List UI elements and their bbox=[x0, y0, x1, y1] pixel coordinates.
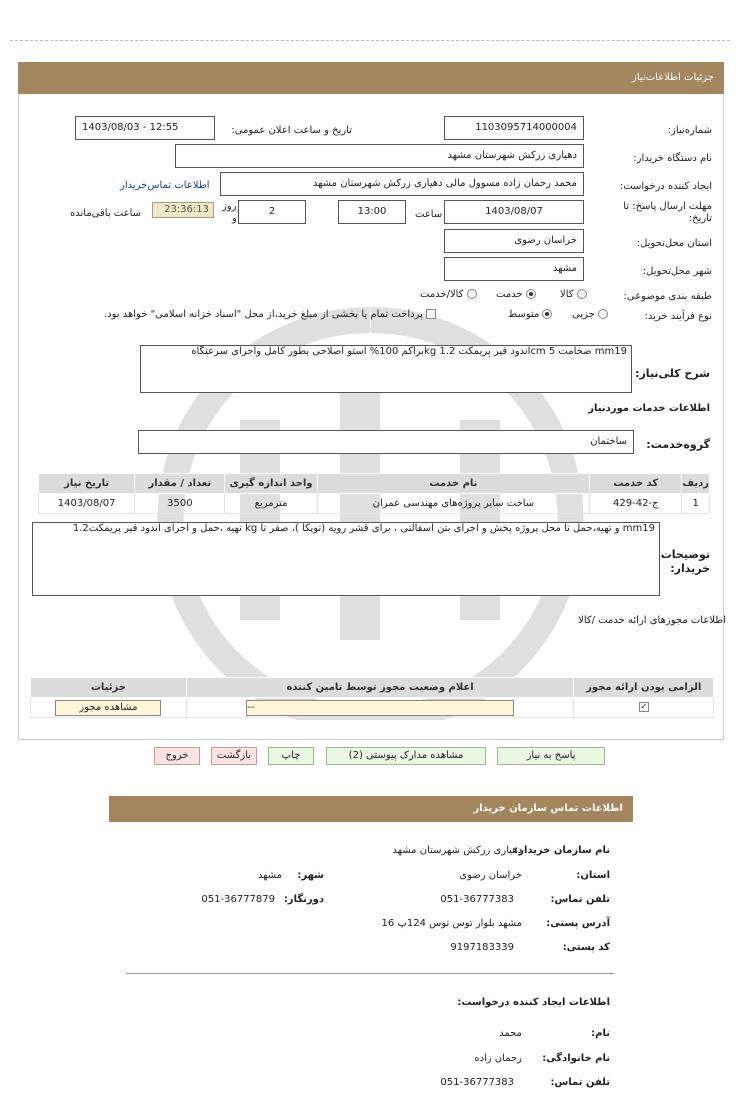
contact-phone-value: 051-36777383 bbox=[440, 894, 514, 905]
col-header: الزامی بودن ارائه مجوز bbox=[574, 678, 714, 698]
city-label: شهر محل‌تحویل: bbox=[642, 266, 712, 277]
table-header-row bbox=[39, 474, 710, 494]
radio-icon[interactable] bbox=[467, 289, 477, 299]
top-divider bbox=[10, 40, 730, 41]
days-and-label: و bbox=[232, 213, 237, 224]
col-header: ردیف bbox=[682, 474, 710, 494]
deadline-label: مهلت ارسال پاسخ: تا bbox=[623, 201, 712, 212]
checkbox-icon[interactable] bbox=[426, 309, 436, 319]
license-status-cell bbox=[186, 698, 574, 718]
creator-label: ایجاد کننده درخواست: bbox=[619, 181, 712, 192]
col-header: تاریخ نیاز bbox=[39, 474, 135, 494]
city-field: مشهد bbox=[444, 257, 584, 281]
need-number-label: شماره‌نیاز: bbox=[667, 125, 712, 136]
contact-address-label: آدرس پستی: bbox=[546, 918, 610, 929]
buyer-notes-label: توضیحات bbox=[660, 548, 710, 561]
contact-fax-label: دورنگار: bbox=[283, 894, 324, 905]
buyer-contact-link[interactable]: اطلاعات تماس‌خریدار bbox=[120, 180, 210, 191]
service-group-field: ساختمان bbox=[138, 430, 634, 454]
col-header: کد خدمت bbox=[590, 474, 682, 494]
reply-button[interactable]: پاسخ به نیاز bbox=[497, 747, 605, 765]
col-header: واحد اندازه گیری bbox=[225, 474, 317, 494]
radio-selected-icon[interactable] bbox=[542, 309, 552, 319]
table-cell: 1 bbox=[682, 494, 710, 514]
buyer-org-field: دهیاری زرکش شهرستان مشهد bbox=[175, 144, 584, 168]
need-number-field: 1103095714000004 bbox=[444, 116, 584, 140]
col-header: اعلام وضعیت مجوز توسط تامین کننده bbox=[186, 678, 574, 698]
license-status-select[interactable]: -- bbox=[246, 700, 514, 716]
exit-button[interactable]: خروج bbox=[154, 747, 200, 765]
radio-icon[interactable] bbox=[598, 309, 608, 319]
category-option-service[interactable]: خدمت bbox=[496, 289, 539, 300]
services-table bbox=[38, 473, 710, 514]
deadline-date-label: تاریخ: bbox=[688, 213, 712, 224]
table-header-row bbox=[31, 678, 714, 698]
col-header: نام خدمت bbox=[317, 474, 590, 494]
remaining-timer: 23:36:13 bbox=[152, 202, 214, 218]
contact-divider bbox=[126, 973, 614, 974]
radio-icon[interactable] bbox=[577, 289, 587, 299]
creator-name-label: نام: bbox=[591, 1028, 610, 1039]
announce-field: 1403/08/03 - 12:55 bbox=[75, 116, 215, 140]
license-title: اطلاعات مجوزهای ارائه خدمت /کالا bbox=[578, 615, 726, 626]
print-button[interactable]: چاپ bbox=[268, 747, 314, 765]
buyer-notes-label-2: خریدار: bbox=[670, 562, 710, 575]
category-option-both[interactable]: کالا/خدمت bbox=[420, 289, 480, 300]
buyer-org-label: نام دستگاه خریدار: bbox=[633, 153, 712, 164]
payment-note[interactable]: پرداخت تمام یا بخشی از مبلغ خرید،از محل "اسناد خزانه اسلامی" خواهد بود. bbox=[104, 309, 439, 320]
buyer-notes-field: mm19 و تهیه،حمل تا محل پروژه پخش و اجرای بتن آسفالتی ، برای قشر رویه (توپکا )، صفر تا kg تهیه ،حمل و اجرای اندود قیر پریمکت1.2 bbox=[32, 522, 660, 596]
contact-org-value: دهیاری زرکش شهرستان مشهد bbox=[392, 845, 522, 856]
remaining-label: ساعت باقی‌مانده bbox=[70, 208, 142, 219]
table-row bbox=[39, 494, 710, 514]
service-group-label: گروه‌خدمت: bbox=[646, 438, 710, 451]
days-field: 2 bbox=[238, 200, 306, 224]
services-title: اطلاعات خدمات موردنیاز bbox=[588, 403, 710, 414]
contact-address-value: مشهد بلوار توس توس 124پ 16 bbox=[381, 918, 522, 929]
col-header: تعداد / مقدار bbox=[135, 474, 225, 494]
province-label: استان محل‌تحویل: bbox=[636, 238, 712, 249]
contact-phone-label: تلفن تماس: bbox=[550, 894, 610, 905]
creator-name-value: محمد bbox=[499, 1028, 522, 1039]
contact-section-header: اطلاعات تماس سازمان خریدار bbox=[109, 796, 633, 822]
process-option-medium[interactable]: متوسط bbox=[508, 309, 555, 320]
time-label: ساعت bbox=[415, 209, 443, 220]
contact-province-value: خراسان رضوی bbox=[459, 870, 522, 881]
category-option-goods[interactable]: کالا bbox=[560, 289, 590, 300]
days-label: روز bbox=[222, 201, 237, 212]
creator-phone-value: 051-36777383 bbox=[440, 1077, 514, 1088]
contact-org-label: نام سازمان خریدار: bbox=[514, 845, 610, 856]
radio-selected-icon[interactable] bbox=[526, 289, 536, 299]
summary-field: mm19 ضخامت 5 cmاندود قیر پریمکت kg 1.2بزاکم 100% آستو اصلاحی بطور کامل واجرای سرعتگاه bbox=[140, 345, 632, 393]
view-license-button[interactable]: مشاهده مجوز bbox=[55, 700, 161, 716]
license-table bbox=[30, 677, 714, 718]
contact-postal-value: 9197183339 bbox=[450, 942, 514, 953]
category-label: طبقه بندی موضوعی: bbox=[623, 291, 712, 302]
table-cell: مترمربع bbox=[225, 494, 317, 514]
table-cell: ساخت سایر پروژه‌های مهندسی عمران bbox=[317, 494, 590, 514]
province-field: خراسان رضوی bbox=[444, 229, 584, 253]
contact-city-value: مشهد bbox=[257, 870, 282, 881]
summary-label: شرح کلی‌نیاز: bbox=[635, 367, 710, 380]
contact-city-label: شهر: bbox=[297, 870, 324, 881]
announce-label: تاریخ و ساعت اعلان عمومی: bbox=[231, 125, 352, 136]
license-required-cell bbox=[574, 698, 714, 718]
contact-province-label: استان: bbox=[576, 870, 610, 881]
attachments-button[interactable]: مشاهده مدارک پیوستی (2) bbox=[326, 747, 486, 765]
creator-family-label: نام خانوادگی: bbox=[542, 1053, 610, 1064]
table-cell: 1403/08/07 bbox=[39, 494, 135, 514]
creator-family-value: رحمان زاده bbox=[474, 1053, 522, 1064]
creator-field: محمد رحمان زاده مسوول مالی دهیاری زرکش شهرستان مشهد bbox=[220, 172, 584, 196]
back-button[interactable]: بازگشت bbox=[211, 747, 257, 765]
panel-header: جزئیات اطلاعات‌نیاز bbox=[18, 62, 724, 94]
deadline-date-field: 1403/08/07 bbox=[444, 200, 584, 224]
col-header: جزئیات bbox=[31, 678, 187, 698]
table-cell: 3500 bbox=[135, 494, 225, 514]
deadline-time-field: 13:00 bbox=[338, 200, 406, 224]
checkmark-icon: ✓ bbox=[640, 702, 648, 711]
creator-phone-label: تلفن تماس: bbox=[550, 1077, 610, 1088]
license-details-cell bbox=[31, 698, 187, 718]
contact-postal-label: کد پستی: bbox=[562, 942, 610, 953]
contact-fax-value: 051-36777879 bbox=[201, 894, 275, 905]
creator-section-title: اطلاعات ایجاد کننده درخواست: bbox=[457, 997, 610, 1008]
process-label: نوع فرآیند خرید: bbox=[644, 311, 712, 322]
table-row bbox=[31, 698, 714, 718]
process-option-minor[interactable]: جزیی bbox=[572, 309, 611, 320]
table-cell: ج-42-429 bbox=[590, 494, 682, 514]
